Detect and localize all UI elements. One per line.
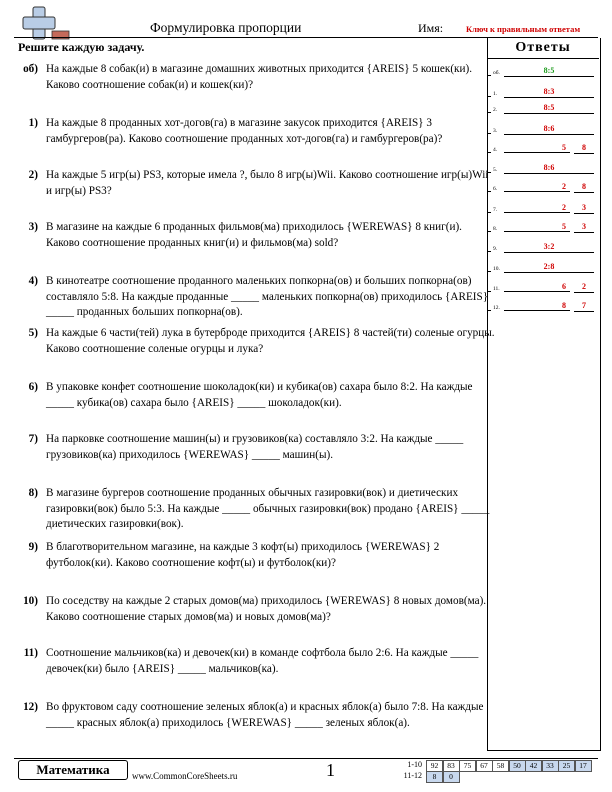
problem-text: На парковке соотношение машин(ы) и грузовиков(ка) составляло 3:2. На каждые _____ грузовиков(ка) приходилось {WEREWAS} _____ машин(ы). bbox=[46, 433, 464, 461]
answer-tick bbox=[487, 112, 491, 113]
problem-number: об) bbox=[23, 63, 38, 75]
problem-number: 7) bbox=[28, 433, 38, 445]
answer-label: 2. bbox=[493, 107, 498, 113]
answer-row bbox=[490, 242, 598, 256]
score-cell: 25 bbox=[558, 760, 575, 772]
score-cell: 58 bbox=[492, 760, 509, 772]
answer-value-second: 8 bbox=[574, 182, 594, 193]
problem-number: 5) bbox=[28, 327, 38, 339]
answer-row bbox=[490, 222, 598, 236]
problem-text: В магазине на каждые 6 проданных фильмов(ма) приходилось {WEREWAS} 8 книг(и). Каково соотношение проданных книг(и) и фильмов(ма) sold? bbox=[46, 221, 462, 249]
answer-label: 8. bbox=[493, 226, 498, 232]
answer-value-first: 2 bbox=[504, 182, 570, 192]
answer-label: 4. bbox=[493, 147, 498, 153]
answer-value: 8:6 bbox=[504, 163, 594, 174]
problem-number: 3) bbox=[28, 221, 38, 233]
score-cell: 33 bbox=[542, 760, 559, 772]
problem-text: В благотворительном магазине, на каждые 3 кофт(ы) приходилось {WEREWAS} 2 футболок(ки). Каково соотношение кофт(ы) и футболок(ки)? bbox=[46, 541, 440, 569]
answer-row bbox=[490, 301, 598, 315]
problem-number: 9) bbox=[28, 541, 38, 553]
problem-number: 1) bbox=[28, 117, 38, 129]
problem-text: На каждые 5 игр(ы) PS3, которые имела ?, было 8 игр(ы)Wii. Каково соотношение игр(ы)Wii и игр(ы) PS3? bbox=[46, 169, 489, 197]
score-cell: 42 bbox=[525, 760, 542, 772]
score-row-label: 1-10 bbox=[407, 760, 422, 769]
answers-title-divider bbox=[487, 58, 599, 59]
score-cell: 75 bbox=[459, 760, 476, 772]
answer-label: 3. bbox=[493, 128, 498, 134]
answer-value: 8:6 bbox=[504, 124, 594, 135]
answer-label: 9. bbox=[493, 246, 498, 252]
instructions: Решите каждую задачу. bbox=[18, 40, 145, 54]
answer-label: 10. bbox=[493, 266, 500, 272]
problem-text: В упаковке конфет соотношение шоколадок(ки) и кубика(ов) сахара было 8:2. На каждые _____ кубика(ов) сахара было {AREIS} _____ шоколадок(ки). bbox=[46, 381, 473, 409]
answer-key-label: Ключ к правильным ответам bbox=[466, 24, 581, 34]
answer-value-first: 2 bbox=[504, 203, 570, 213]
answer-tick bbox=[487, 251, 491, 252]
answer-value: 2:8 bbox=[504, 262, 594, 273]
problem-text: В магазине бургеров соотношение проданных обычных газировки(вок) и диетических газировки(вок) было 5:3. На каждые _____ обычных газировки(вок) продано {AREIS} _____ диетических газировки(вок). bbox=[46, 487, 490, 530]
plus-logo-icon bbox=[22, 6, 70, 40]
answer-row bbox=[490, 282, 598, 296]
answer-value-second: 8 bbox=[574, 143, 594, 154]
problem-text: На каждые 6 части(тей) лука в бутерброде приходится {AREIS} 8 частей(ти) соленые огурцы. Каково соотношение соленые огурцы и лука? bbox=[46, 327, 495, 355]
problem-number: 6) bbox=[28, 381, 38, 393]
answer-row bbox=[490, 262, 598, 276]
answer-tick bbox=[487, 191, 491, 192]
answer-tick bbox=[487, 291, 491, 292]
answer-row bbox=[490, 103, 598, 117]
answer-label: 7. bbox=[493, 207, 498, 213]
answer-value: 8:5 bbox=[504, 103, 594, 114]
score-cell: 67 bbox=[476, 760, 493, 772]
page-title: Формулировка пропорции bbox=[150, 20, 302, 35]
answer-label: 12. bbox=[493, 305, 500, 311]
answer-tick bbox=[487, 271, 491, 272]
problem-number: 11) bbox=[23, 647, 38, 659]
page-number: 1 bbox=[326, 760, 335, 780]
score-cell: 17 bbox=[575, 760, 592, 772]
problem-number: 8) bbox=[28, 487, 38, 499]
answer-value-second: 3 bbox=[574, 203, 594, 214]
problem-text: В кинотеатре соотношение проданного маленьких попкорна(ов) и больших попкорна(ов) составляло 5:8. На каждые проданные _____ маленьких попкорна(ов) приходилось {AREIS} _____ проданных больших попкорна(ов). bbox=[46, 275, 489, 318]
score-cell: 83 bbox=[443, 760, 460, 772]
answer-label: 5. bbox=[493, 167, 498, 173]
score-cell: 92 bbox=[426, 760, 443, 772]
score-row-label: 11-12 bbox=[403, 771, 422, 780]
answer-row bbox=[490, 203, 598, 217]
score-cell: 8 bbox=[426, 771, 443, 783]
problem-number: 10) bbox=[23, 595, 38, 607]
answer-value-first: 6 bbox=[504, 282, 570, 292]
answer-value: 3:2 bbox=[504, 242, 594, 253]
problem-number: 12) bbox=[23, 701, 38, 713]
answer-tick bbox=[487, 172, 491, 173]
answer-value-first: 5 bbox=[504, 222, 570, 232]
site-url: www.CommonCoreSheets.ru bbox=[132, 771, 238, 781]
answer-value-second: 2 bbox=[574, 282, 594, 293]
answer-row bbox=[490, 143, 598, 157]
answer-tick bbox=[487, 152, 491, 153]
problem-text: По соседству на каждые 2 старых домов(ма) приходилось {WEREWAS} 8 новых домов(ма). Каково соотношение старых домов(ма) и новых домов(ма)? bbox=[46, 595, 487, 623]
subject-badge: Математика bbox=[18, 760, 128, 780]
answers-title: Ответы bbox=[515, 40, 571, 55]
problem-text: Во фруктовом саду соотношение зеленых яблок(а) и красных яблок(а) было 7:8. На каждые _____ красных яблок(а) приходилось {WEREWAS} _____ зеленых яблок(а). bbox=[46, 701, 484, 729]
problem-number: 4) bbox=[28, 275, 38, 287]
answer-row bbox=[490, 66, 598, 80]
answer-row bbox=[490, 163, 598, 177]
problem-text: Соотношение мальчиков(ка) и девочек(ки) в команде софтбола было 2:6. На каждые _____ девочек(ки) было {AREIS} _____ мальчиков(ка). bbox=[46, 647, 479, 675]
answer-value-first: 8 bbox=[504, 301, 570, 311]
answer-tick bbox=[487, 96, 491, 97]
score-cell: 0 bbox=[443, 771, 460, 783]
footer-divider bbox=[14, 758, 598, 759]
answer-row bbox=[490, 124, 598, 138]
problem-text: На каждые 8 проданных хот-догов(га) в магазине закусок приходится {AREIS} 3 гамбургеров(ра). Каково соотношение проданных хот-догов(га) и гамбургеров(ра)? bbox=[46, 117, 443, 145]
answer-value-first: 5 bbox=[504, 143, 570, 153]
problem-text: На каждые 8 собак(и) в магазине домашних животных приходится {AREIS} 5 кошек(ки). Каково соотношение собак(и) и кошек(ки)? bbox=[46, 63, 472, 91]
answer-label: 6. bbox=[493, 186, 498, 192]
answer-tick bbox=[487, 231, 491, 232]
problem-number: 2) bbox=[28, 169, 38, 181]
answer-value: 8:5 bbox=[504, 66, 594, 77]
answer-row bbox=[490, 182, 598, 196]
answer-value-second: 7 bbox=[574, 301, 594, 312]
answer-tick bbox=[487, 212, 491, 213]
answer-tick bbox=[487, 133, 491, 134]
answer-label: 11. bbox=[493, 286, 500, 292]
answer-tick bbox=[487, 310, 491, 311]
answer-label: 1. bbox=[493, 91, 498, 97]
answer-row bbox=[490, 87, 598, 101]
answer-tick bbox=[487, 75, 491, 76]
answer-value-second: 3 bbox=[574, 222, 594, 233]
score-cell: 50 bbox=[509, 760, 526, 772]
answer-label: об. bbox=[493, 70, 500, 76]
name-label: Имя: bbox=[418, 21, 444, 35]
answer-value: 8:3 bbox=[504, 87, 594, 98]
